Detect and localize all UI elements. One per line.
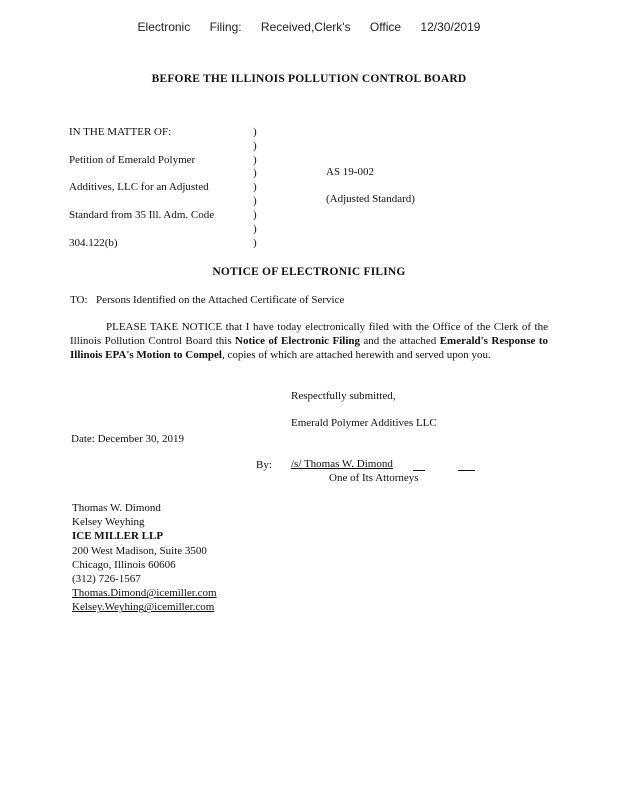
stamp-electronic: Electronic [137, 20, 191, 34]
firm-city: Chicago, Illinois 60606 [72, 558, 176, 571]
email-link-1[interactable]: Thomas.Dimond@icemiller.com [72, 587, 217, 600]
by-label: By: [256, 459, 272, 471]
company-name: Emerald Polymer Additives LLC [291, 417, 437, 429]
attorney-name-2: Kelsey Weyhing [72, 516, 145, 529]
to-label: TO: [70, 294, 88, 306]
signature: /s/ Thomas W. Dimond [291, 458, 393, 470]
body-part-2: and the attached [360, 335, 440, 347]
body-bold-notice: Notice of Electronic Filing [235, 335, 360, 347]
attorney-name-1: Thomas W. Dimond [72, 502, 161, 514]
caption-paren: ) [253, 140, 257, 152]
notice-title: NOTICE OF ELECTRONIC FILING [212, 266, 406, 278]
respectfully-submitted: Respectfully submitted, [291, 390, 396, 402]
case-type: (Adjusted Standard) [326, 193, 415, 205]
caption-paren: ) [253, 126, 257, 138]
caption-paren: ) [253, 195, 257, 207]
caption-paren: ) [253, 237, 257, 249]
body-bold-response: Emerald's Response to Illinois EPA's Motion to Compel [70, 335, 548, 361]
stamp-office: Office [369, 20, 402, 34]
caption-paren: ) [253, 154, 257, 166]
stamp-date: 12/30/2019 [420, 20, 481, 34]
firm-phone: (312) 726-1567 [72, 573, 141, 586]
board-title: BEFORE THE ILLINOIS POLLUTION CONTROL BOARD [151, 73, 467, 85]
case-number: AS 19-002 [326, 166, 374, 178]
filing-stamp [0, 20, 618, 34]
firm-street: 200 West Madison, Suite 3500 [72, 544, 207, 557]
date-line: Date: December 30, 2019 [71, 433, 185, 445]
caption-paren: ) [253, 167, 257, 179]
caption-line-4: 304.122(b) [69, 237, 118, 249]
attorneys-label: One of Its Attorneys [329, 472, 419, 484]
stamp-filing: Filing: [209, 20, 242, 34]
to-recipients: Persons Identified on the Attached Certificate of Service [96, 294, 345, 306]
notice-body [70, 320, 548, 362]
caption-matter: IN THE MATTER OF: [69, 126, 172, 138]
caption-line-3: Standard from 35 Ill. Adm. Code [69, 209, 215, 221]
signature-line [458, 470, 475, 471]
caption-line-1: Petition of Emerald Polymer [69, 154, 196, 166]
email-link-2[interactable]: Kelsey.Weyhing@icemiller.com [72, 601, 215, 614]
body-part-3: , copies of which are attached herewith and served upon you. [221, 349, 491, 361]
attorney-address-block [72, 501, 217, 615]
firm-name: ICE MILLER LLP [72, 530, 164, 543]
caption-paren: ) [253, 209, 257, 221]
signature-line [413, 470, 425, 471]
caption-line-2: Additives, LLC for an Adjusted [69, 181, 209, 193]
stamp-received: Received,Clerk's [260, 20, 351, 34]
caption-paren: ) [253, 181, 257, 193]
body-part-1: PLEASE TAKE NOTICE that I have today electronically filed with the Office of the Clerk of the Illinois Pollution Control Board this [70, 321, 548, 347]
caption-paren: ) [253, 223, 257, 235]
